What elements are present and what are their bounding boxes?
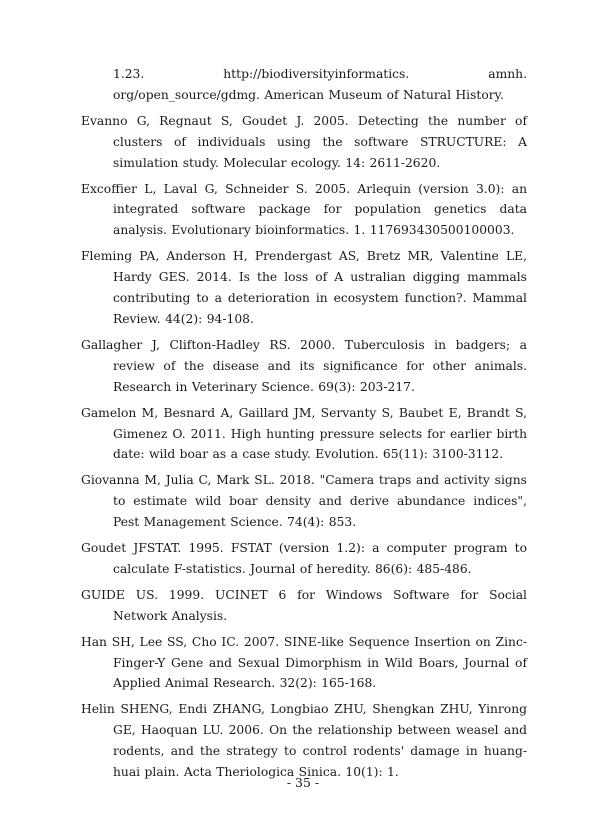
reference-entry: Evanno G, Regnaut S, Goudet J. 2005. Detecting the number of clusters of individuals using the software STRUCTURE: A simulation study. Molecular ecology. 14: 2611-2620. xyxy=(81,113,527,170)
reference-entry: Gamelon M, Besnard A, Gaillard JM, Servanty S, Baubet E, Brandt S, Gimenez O. 2011. High hunting pressure selects for earlier birth date: wild boar as a case study. Evolution. 65(11): 3100-3112. xyxy=(81,405,527,462)
reference-entry: GUIDE US. 1999. UCINET 6 for Windows Software for Social Network Analysis. xyxy=(81,587,527,623)
page-number: - 35 - xyxy=(286,775,320,790)
reference-entry: Han SH, Lee SS, Cho IC. 2007. SINE-like Sequence Insertion on Zinc-Finger-Y Gene and Sexual Dimorphism in Wild Boars, Journal of Applied Animal Research. 32(2): 165-168. xyxy=(81,634,527,691)
reference-list xyxy=(81,64,527,788)
reference-entry: 1.23. http://biodiversityinformatics. amnh. org/open_source/gdmg. American Museum of Natural History. xyxy=(113,67,527,102)
reference-entry: Helin SHENG, Endi ZHANG, Longbiao ZHU, Shengkan ZHU, Yinrong GE, Haoquan LU. 2006. On the relationship between weasel and rodents, and the strategy to control rodents' damage in huang-huai plain. Acta Theriologica Sinica. 10(1): 1. xyxy=(81,702,527,780)
reference-entry: Goudet JFSTAT. 1995. FSTAT (version 1.2): a computer program to calculate F-statistics. Journal of heredity. 86(6): 485-486. xyxy=(81,541,527,576)
reference-entry: Fleming PA, Anderson H, Prendergast AS, Bretz MR, Valentine LE, Hardy GES. 2014. Is the loss of A ustralian digging mammals contributing to a deterioration in ecosystem function?. Mammal Review. 44(2): 94-108. xyxy=(81,249,527,326)
reference-entry: Gallagher J, Clifton-Hadley RS. 2000. Tuberculosis in badgers; a review of the disease and its significance for other animals. Research in Veterinary Science. 69(3): 203-217. xyxy=(81,337,527,394)
reference-entry: Giovanna M, Julia C, Mark SL. 2018. "Camera traps and activity signs to estimate wild boar density and derive abundance indices", Pest Management Science. 74(4): 853. xyxy=(81,473,527,530)
reference-entry: Excoffier L, Laval G, Schneider S. 2005. Arlequin (version 3.0): an integrated software package for population genetics data analysis. Evolutionary bioinformatics. 1. 117693430500100003. xyxy=(81,181,527,238)
